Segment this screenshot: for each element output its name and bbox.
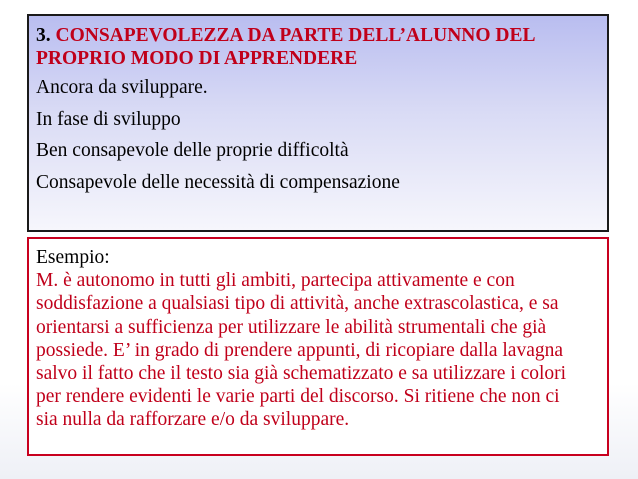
section-title-line-1: CONSAPEVOLEZZA DA PARTE DELL’ALUNNO DEL bbox=[55, 25, 536, 46]
example-line: per rendere evidenti le varie parti del discorso. Si ritiene che non ci bbox=[36, 386, 560, 408]
criteria-item: Ancora da sviluppare. bbox=[36, 77, 208, 98]
criteria-item: In fase di sviluppo bbox=[36, 108, 181, 130]
criteria-item: Ben consapevole delle proprie difficoltà bbox=[36, 140, 349, 161]
example-line: possiede. E’ in grado di prendere appunti, di ricopiare dalla lavagna bbox=[36, 339, 564, 361]
example-line: salvo il fatto che il testo sia già schematizzato e sa utilizzare i colori bbox=[36, 363, 567, 385]
section-title-line-2: PROPRIO MODO DI APPRENDERE bbox=[36, 48, 358, 69]
example-line: M. è autonomo in tutti gli ambiti, partecipa attivamente e con bbox=[36, 270, 515, 292]
section-number: 3. bbox=[36, 25, 51, 46]
example-line: sia nulla da rafforzare e/o da sviluppare. bbox=[36, 409, 350, 431]
example-line: soddisfazione a qualsiasi tipo di attività, anche extrascolastica, e sa bbox=[36, 293, 559, 315]
criteria-item: Consapevole delle necessità di compensazione bbox=[36, 171, 400, 193]
criteria-panel bbox=[27, 14, 609, 232]
example-line: orientarsi a sufficienza per utilizzare le abilità strumentali che già bbox=[36, 316, 547, 338]
section-heading bbox=[36, 24, 600, 70]
criteria-list bbox=[36, 77, 600, 194]
example-panel bbox=[27, 237, 609, 456]
example-label: Esempio: bbox=[36, 247, 110, 268]
example-paragraph bbox=[36, 269, 600, 431]
